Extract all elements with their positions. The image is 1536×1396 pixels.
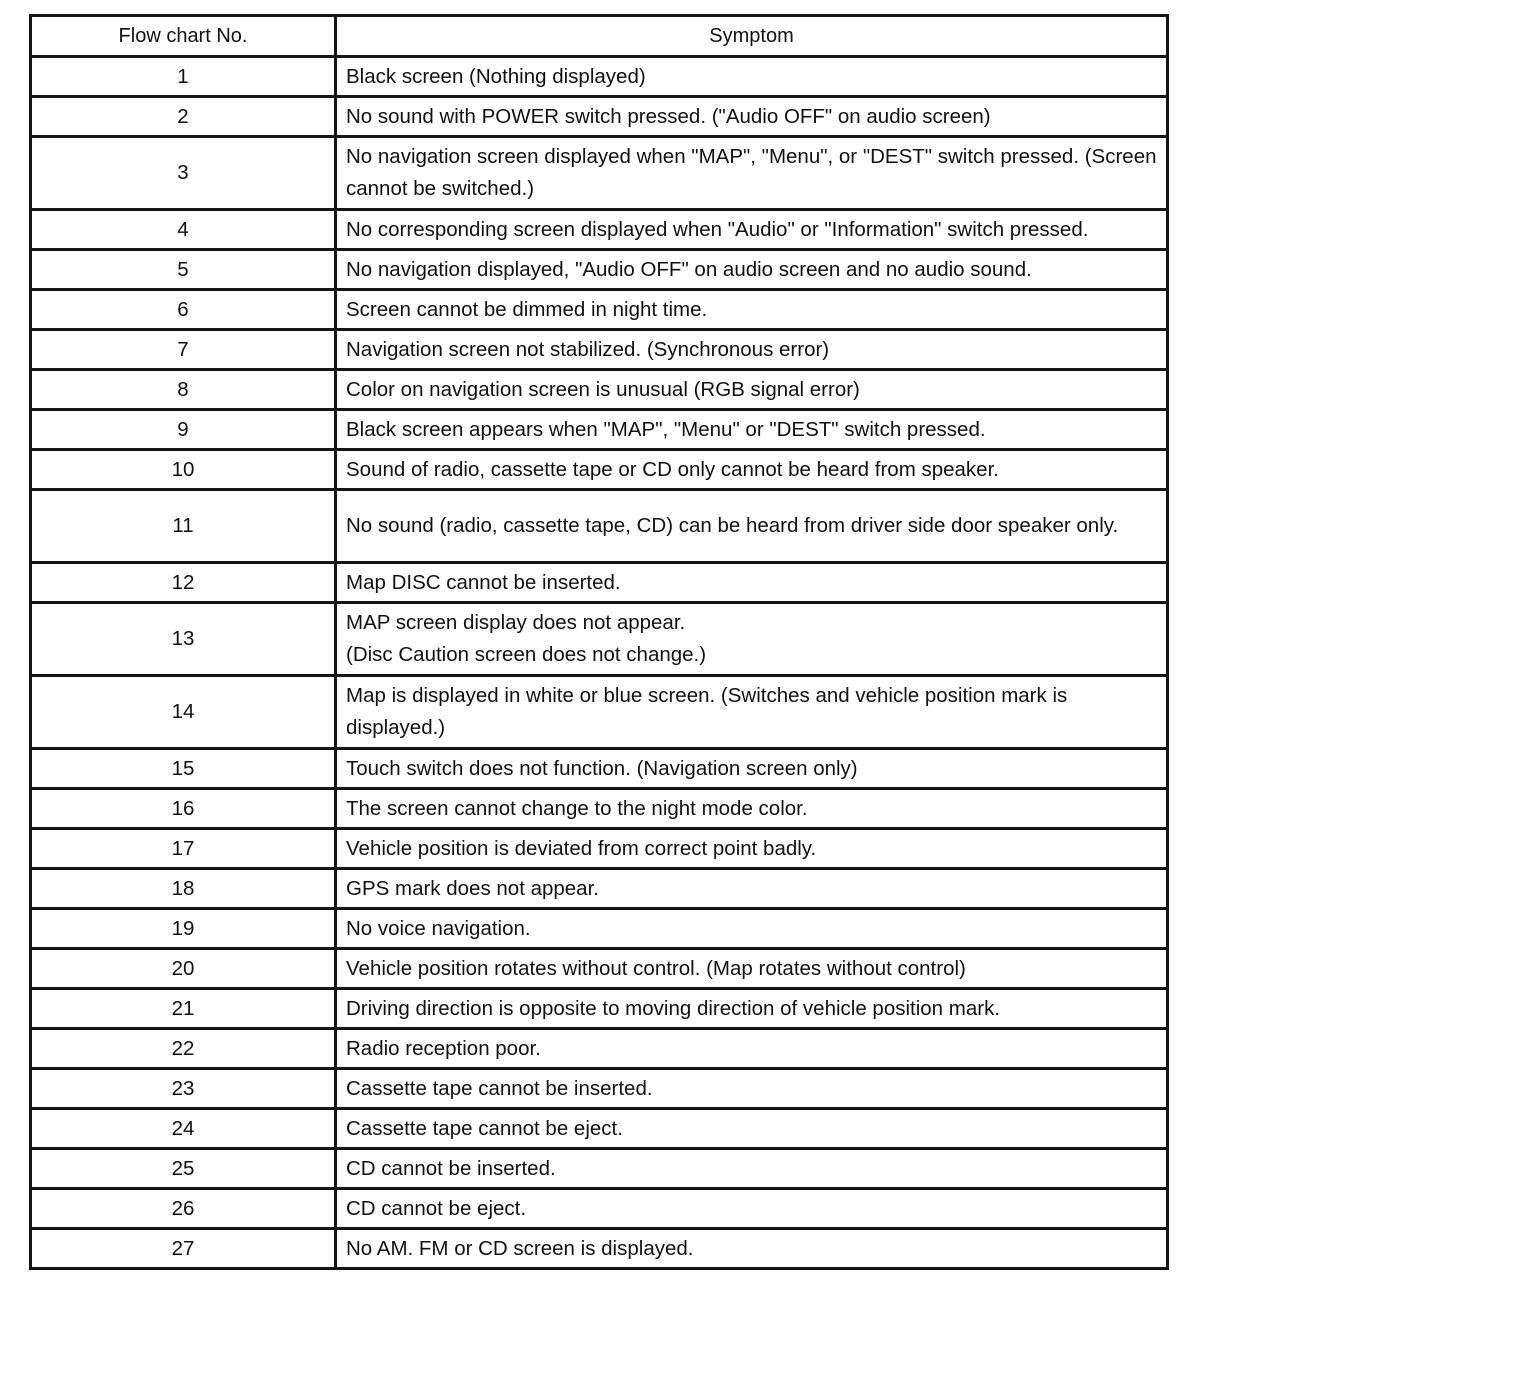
flow-chart-number: 6 — [31, 290, 336, 330]
symptom-text: Black screen (Nothing displayed) — [336, 57, 1168, 97]
flow-chart-number: 12 — [31, 563, 336, 603]
table-row — [31, 330, 1168, 370]
symptom-text: Cassette tape cannot be inserted. — [336, 1069, 1168, 1109]
symptom-text: The screen cannot change to the night mode color. — [336, 789, 1168, 829]
symptom-text: Map is displayed in white or blue screen. (Switches and vehicle position mark is displayed.) — [336, 676, 1168, 749]
flow-chart-number: 9 — [31, 410, 336, 450]
symptom-text: CD cannot be eject. — [336, 1189, 1168, 1229]
table-row — [31, 137, 1168, 210]
table-row — [31, 676, 1168, 749]
table-row — [31, 290, 1168, 330]
symptom-text: Sound of radio, cassette tape or CD only cannot be heard from speaker. — [336, 450, 1168, 490]
flow-chart-number: 1 — [31, 57, 336, 97]
table-row — [31, 1069, 1168, 1109]
symptom-text: MAP screen display does not appear. (Disc Caution screen does not change.) — [336, 603, 1168, 676]
symptom-text: No navigation screen displayed when "MAP", "Menu", or "DEST" switch pressed. (Screen cannot be switched.) — [336, 137, 1168, 210]
flow-chart-number: 13 — [31, 603, 336, 676]
symptom-table — [29, 14, 1169, 1270]
flow-chart-number: 18 — [31, 869, 336, 909]
symptom-text: Navigation screen not stabilized. (Synchronous error) — [336, 330, 1168, 370]
table-row — [31, 869, 1168, 909]
table-row — [31, 789, 1168, 829]
symptom-text: Vehicle position rotates without control. (Map rotates without control) — [336, 949, 1168, 989]
symptom-text: No AM. FM or CD screen is displayed. — [336, 1229, 1168, 1269]
symptom-text: No corresponding screen displayed when "Audio" or "Information" switch pressed. — [336, 210, 1168, 250]
table-row — [31, 989, 1168, 1029]
table-row — [31, 909, 1168, 949]
flow-chart-number: 5 — [31, 250, 336, 290]
table-row — [31, 450, 1168, 490]
flow-chart-number: 2 — [31, 97, 336, 137]
table-row — [31, 490, 1168, 563]
table-row — [31, 97, 1168, 137]
symptom-text: Color on navigation screen is unusual (RGB signal error) — [336, 370, 1168, 410]
symptom-text: CD cannot be inserted. — [336, 1149, 1168, 1189]
flow-chart-number: 10 — [31, 450, 336, 490]
flow-chart-number: 8 — [31, 370, 336, 410]
table-row — [31, 370, 1168, 410]
table-row — [31, 563, 1168, 603]
flow-chart-number: 14 — [31, 676, 336, 749]
table-row — [31, 250, 1168, 290]
flow-chart-number: 11 — [31, 490, 336, 563]
symptom-text: Cassette tape cannot be eject. — [336, 1109, 1168, 1149]
flow-chart-number: 27 — [31, 1229, 336, 1269]
symptom-text: No sound with POWER switch pressed. ("Audio OFF" on audio screen) — [336, 97, 1168, 137]
table-row — [31, 1029, 1168, 1069]
flow-chart-number: 23 — [31, 1069, 336, 1109]
flow-chart-number: 17 — [31, 829, 336, 869]
flow-chart-number: 21 — [31, 989, 336, 1029]
symptom-text: Vehicle position is deviated from correct point badly. — [336, 829, 1168, 869]
flow-chart-number: 26 — [31, 1189, 336, 1229]
table-row — [31, 210, 1168, 250]
symptom-text: Map DISC cannot be inserted. — [336, 563, 1168, 603]
table-row — [31, 829, 1168, 869]
symptom-text: Radio reception poor. — [336, 1029, 1168, 1069]
flow-chart-number: 15 — [31, 749, 336, 789]
header-symptom: Symptom — [336, 16, 1168, 57]
flow-chart-number: 7 — [31, 330, 336, 370]
header-flow-chart-no: Flow chart No. — [31, 16, 336, 57]
symptom-text: No navigation displayed, "Audio OFF" on audio screen and no audio sound. — [336, 250, 1168, 290]
table-body — [31, 57, 1168, 1269]
table-row — [31, 57, 1168, 97]
flow-chart-number: 25 — [31, 1149, 336, 1189]
flow-chart-number: 20 — [31, 949, 336, 989]
symptom-text: No sound (radio, cassette tape, CD) can be heard from driver side door speaker only. — [336, 490, 1168, 563]
flow-chart-number: 4 — [31, 210, 336, 250]
flow-chart-number: 19 — [31, 909, 336, 949]
symptom-text: GPS mark does not appear. — [336, 869, 1168, 909]
flow-chart-number: 22 — [31, 1029, 336, 1069]
symptom-text: Driving direction is opposite to moving direction of vehicle position mark. — [336, 989, 1168, 1029]
table-row — [31, 749, 1168, 789]
symptom-text: Touch switch does not function. (Navigation screen only) — [336, 749, 1168, 789]
flow-chart-number: 16 — [31, 789, 336, 829]
table-row — [31, 410, 1168, 450]
flow-chart-number: 3 — [31, 137, 336, 210]
table-row — [31, 949, 1168, 989]
symptom-text: No voice navigation. — [336, 909, 1168, 949]
table-row — [31, 603, 1168, 676]
symptom-text: Black screen appears when "MAP", "Menu" or "DEST" switch pressed. — [336, 410, 1168, 450]
table-row — [31, 1149, 1168, 1189]
table-header-row — [31, 16, 1168, 57]
table-row — [31, 1189, 1168, 1229]
table-row — [31, 1229, 1168, 1269]
flow-chart-number: 24 — [31, 1109, 336, 1149]
symptom-text: Screen cannot be dimmed in night time. — [336, 290, 1168, 330]
table-row — [31, 1109, 1168, 1149]
